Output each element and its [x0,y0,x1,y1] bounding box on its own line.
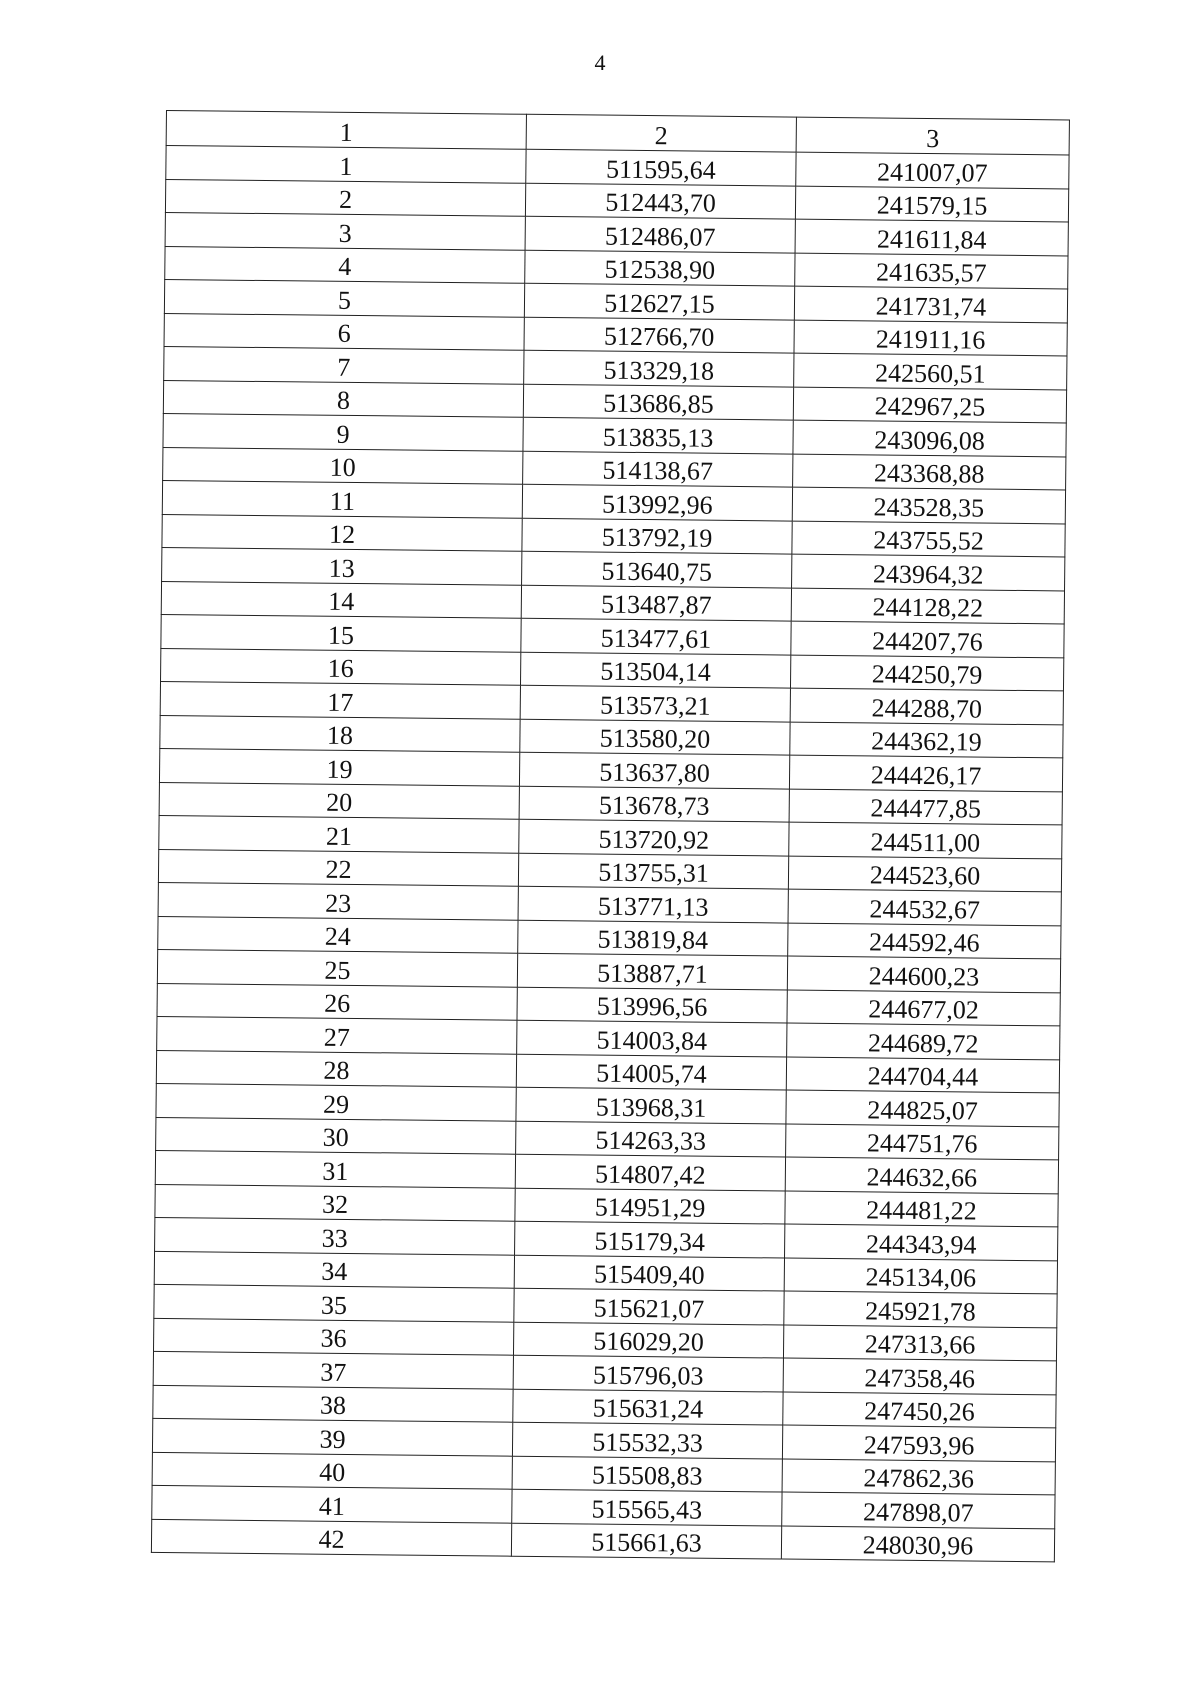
row-number-cell: 26 [157,983,517,1020]
x-coordinate-cell: 515661,63 [511,1523,781,1559]
y-coordinate-cell: 244343,94 [785,1224,1058,1260]
y-coordinate-cell: 244477,85 [789,789,1062,825]
row-number-cell: 39 [152,1418,512,1455]
y-coordinate-cell: 244250,79 [790,655,1063,691]
table-body [151,111,1069,1562]
y-coordinate-cell: 241007,07 [796,152,1069,188]
x-coordinate-cell: 515532,33 [512,1422,782,1458]
y-coordinate-cell: 243528,35 [792,487,1065,523]
row-number-cell: 1 [166,146,526,183]
row-number-cell: 21 [159,815,519,852]
y-coordinate-cell: 245134,06 [784,1258,1057,1294]
y-coordinate-cell: 244600,23 [787,956,1060,992]
row-number-cell: 33 [155,1217,515,1254]
y-coordinate-cell: 244511,00 [789,822,1062,858]
y-coordinate-cell: 244426,17 [789,755,1062,791]
row-number-cell: 18 [160,715,520,752]
x-coordinate-cell: 512538,90 [525,250,795,286]
row-number-cell: 3 [165,212,525,249]
x-coordinate-cell: 515796,03 [513,1355,783,1391]
y-coordinate-cell: 243368,88 [793,454,1066,490]
x-coordinate-cell: 515621,07 [514,1288,784,1324]
x-coordinate-cell: 513487,87 [521,585,791,621]
x-coordinate-cell: 516029,20 [513,1322,783,1358]
x-coordinate-cell: 512766,70 [524,317,794,353]
coordinates-table [151,110,1070,1562]
x-coordinate-cell: 513329,18 [524,350,794,386]
x-coordinate-cell: 513968,31 [516,1087,786,1123]
x-coordinate-cell: 514951,29 [515,1188,785,1224]
y-coordinate-cell: 243964,32 [792,554,1065,590]
row-number-cell: 12 [162,514,522,551]
row-number-cell: 23 [158,882,518,919]
header-cell-2: 2 [526,114,796,152]
x-coordinate-cell: 513678,73 [519,786,789,822]
y-coordinate-cell: 243755,52 [792,521,1065,557]
y-coordinate-cell: 241579,15 [795,186,1068,222]
y-coordinate-cell: 245921,78 [784,1291,1057,1327]
row-number-cell: 10 [163,447,523,484]
x-coordinate-cell: 513771,13 [518,886,788,922]
y-coordinate-cell: 241635,57 [795,253,1068,289]
y-coordinate-cell: 243096,08 [793,420,1066,456]
y-coordinate-cell: 244207,76 [791,621,1064,657]
y-coordinate-cell: 244704,44 [786,1057,1059,1093]
x-coordinate-cell: 515565,43 [512,1489,782,1525]
row-number-cell: 36 [153,1318,513,1355]
x-coordinate-cell: 514138,67 [523,451,793,487]
y-coordinate-cell: 244632,66 [785,1157,1058,1193]
y-coordinate-cell: 244592,46 [788,923,1061,959]
row-number-cell: 17 [160,681,520,718]
y-coordinate-cell: 244523,60 [788,856,1061,892]
y-coordinate-cell: 244481,22 [785,1191,1058,1227]
header-cell-3: 3 [796,117,1069,155]
x-coordinate-cell: 513996,56 [517,987,787,1023]
y-coordinate-cell: 244362,19 [790,722,1063,758]
y-coordinate-cell: 244128,22 [791,588,1064,624]
x-coordinate-cell: 513637,80 [519,752,789,788]
coordinates-table-container [151,110,1069,1562]
row-number-cell: 25 [157,949,517,986]
x-coordinate-cell: 512486,07 [525,216,795,252]
y-coordinate-cell: 247593,96 [782,1425,1055,1461]
x-coordinate-cell: 512443,70 [525,183,795,219]
row-number-cell: 13 [162,547,522,584]
x-coordinate-cell: 513755,31 [518,853,788,889]
x-coordinate-cell: 514263,33 [516,1121,786,1157]
row-number-cell: 22 [158,849,518,886]
row-number-cell: 38 [153,1385,513,1422]
x-coordinate-cell: 513887,71 [517,953,787,989]
x-coordinate-cell: 513792,19 [522,518,792,554]
x-coordinate-cell: 514005,74 [516,1054,786,1090]
x-coordinate-cell: 513504,14 [520,652,790,688]
x-coordinate-cell: 513720,92 [519,819,789,855]
y-coordinate-cell: 241611,84 [795,219,1068,255]
row-number-cell: 19 [159,748,519,785]
row-number-cell: 16 [161,648,521,685]
x-coordinate-cell: 513835,13 [523,417,793,453]
row-number-cell: 7 [164,346,524,383]
y-coordinate-cell: 247450,26 [783,1392,1056,1428]
x-coordinate-cell: 513992,96 [522,484,792,520]
row-number-cell: 30 [156,1117,516,1154]
row-number-cell: 6 [164,313,524,350]
y-coordinate-cell: 242560,51 [794,353,1067,389]
x-coordinate-cell: 515508,83 [512,1456,782,1492]
row-number-cell: 8 [163,380,523,417]
row-number-cell: 42 [151,1519,511,1556]
x-coordinate-cell: 513477,61 [521,618,791,654]
row-number-cell: 35 [154,1284,514,1321]
x-coordinate-cell: 513686,85 [523,384,793,420]
row-number-cell: 5 [164,279,524,316]
row-number-cell: 11 [162,480,522,517]
y-coordinate-cell: 247358,46 [783,1358,1056,1394]
y-coordinate-cell: 248030,96 [781,1526,1054,1562]
row-number-cell: 15 [161,614,521,651]
row-number-cell: 28 [156,1050,516,1087]
x-coordinate-cell: 513819,84 [518,920,788,956]
row-number-cell: 20 [159,782,519,819]
y-coordinate-cell: 244751,76 [786,1124,1059,1160]
page-number: 4 [594,50,606,75]
x-coordinate-cell: 514003,84 [517,1020,787,1056]
row-number-cell: 14 [161,581,521,618]
x-coordinate-cell: 514807,42 [515,1154,785,1190]
x-coordinate-cell: 515631,24 [513,1389,783,1425]
row-number-cell: 9 [163,413,523,450]
y-coordinate-cell: 244689,72 [787,1023,1060,1059]
x-coordinate-cell: 513640,75 [522,551,792,587]
y-coordinate-cell: 247313,66 [783,1325,1056,1361]
row-number-cell: 34 [154,1251,514,1288]
y-coordinate-cell: 244288,70 [790,688,1063,724]
row-number-cell: 40 [152,1452,512,1489]
x-coordinate-cell: 513580,20 [520,719,790,755]
y-coordinate-cell: 247862,36 [782,1459,1055,1495]
y-coordinate-cell: 244677,02 [787,990,1060,1026]
row-number-cell: 37 [153,1351,513,1388]
y-coordinate-cell: 247898,07 [782,1492,1055,1528]
x-coordinate-cell: 512627,15 [524,283,794,319]
y-coordinate-cell: 244532,67 [788,889,1061,925]
x-coordinate-cell: 511595,64 [526,149,796,185]
y-coordinate-cell: 242967,25 [793,387,1066,423]
header-cell-1: 1 [166,111,526,150]
row-number-cell: 4 [165,246,525,283]
y-coordinate-cell: 241911,16 [794,320,1067,356]
x-coordinate-cell: 515409,40 [514,1255,784,1291]
y-coordinate-cell: 244825,07 [786,1090,1059,1126]
row-number-cell: 27 [157,1016,517,1053]
row-number-cell: 2 [165,179,525,216]
row-number-cell: 32 [155,1184,515,1221]
row-number-cell: 41 [152,1485,512,1522]
y-coordinate-cell: 241731,74 [794,286,1067,322]
x-coordinate-cell: 515179,34 [515,1221,785,1257]
row-number-cell: 31 [155,1150,515,1187]
x-coordinate-cell: 513573,21 [520,685,790,721]
row-number-cell: 24 [158,916,518,953]
row-number-cell: 29 [156,1083,516,1120]
